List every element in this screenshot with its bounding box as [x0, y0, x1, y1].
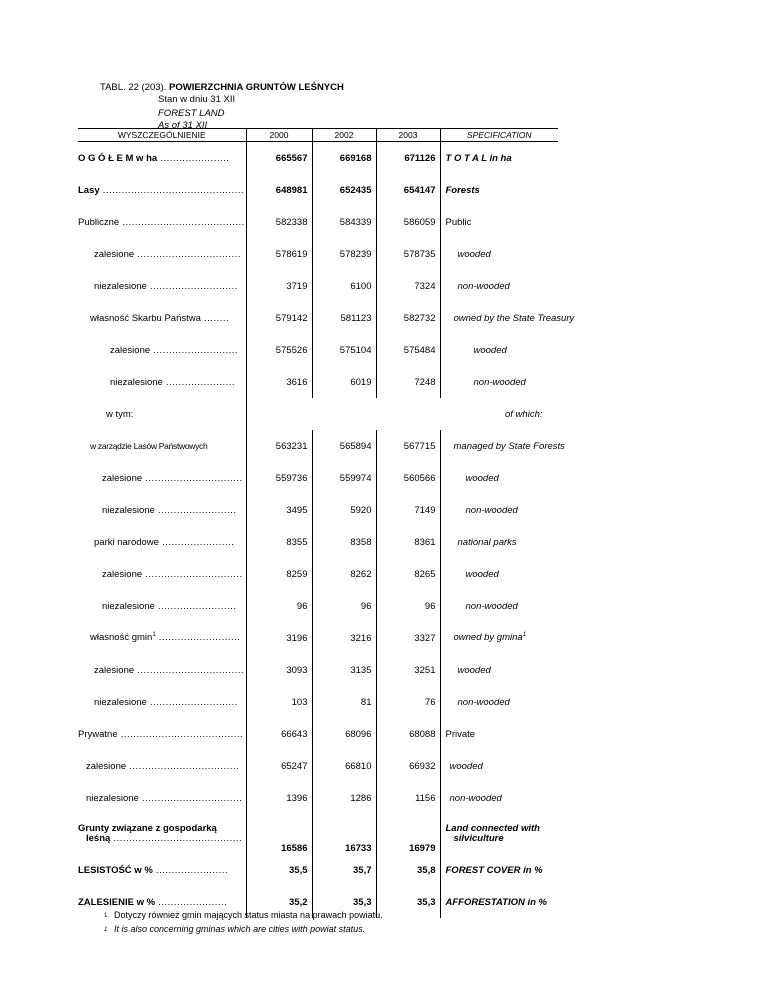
table-header-row	[78, 129, 558, 142]
cell-value: 16979	[376, 814, 440, 854]
table-row	[78, 270, 558, 302]
row-label-en: Forests	[440, 174, 558, 206]
table-subtitle: Stan w dniu 31 XII	[158, 93, 236, 105]
table-row	[78, 526, 558, 558]
row-label-en: wooded	[440, 334, 558, 366]
cell-value: 8361	[376, 526, 440, 558]
header-specification-pl: WYSZCZEGÓLNIENIE	[78, 129, 246, 142]
cell-value: 1396	[246, 782, 312, 814]
row-label-pl: parki narodowe .......................	[94, 536, 235, 548]
cell-value: 578619	[246, 238, 312, 270]
cell-value: 35,7	[312, 854, 376, 886]
footnote	[104, 924, 365, 934]
cell-value: 8358	[312, 526, 376, 558]
table-row	[78, 814, 558, 854]
table-row	[78, 174, 558, 206]
cell-value: 66643	[246, 718, 312, 750]
cell-value: 8262	[312, 558, 376, 590]
row-label-pl: Lasy .............................................	[78, 184, 245, 196]
row-label-en: Private	[440, 718, 558, 750]
cell-value: 579142	[246, 302, 312, 334]
cell-value: 1286	[312, 782, 376, 814]
row-label-pl: własność Skarbu Państwa ........	[90, 312, 230, 324]
cell-value: 586059	[376, 206, 440, 238]
cell-value: 96	[246, 590, 312, 622]
row-label-pl: Publiczne .......................................	[78, 216, 245, 228]
row-label-en: non-wooded	[440, 590, 558, 622]
footnote-text: Dotyczy również gmin mających status miasta na prawach powiatu.	[114, 910, 383, 920]
cell-value: 8265	[376, 558, 440, 590]
cell-value: 65247	[246, 750, 312, 782]
table-number: TABL. 22 (203).	[100, 82, 167, 93]
row-label-en: non-wooded	[440, 494, 558, 526]
cell-value: 68096	[312, 718, 376, 750]
cell-value: 575484	[376, 334, 440, 366]
cell-value: 584339	[312, 206, 376, 238]
row-label-en: FOREST COVER in %	[440, 854, 558, 886]
row-label-pl: O G Ó Ł E M w ha ......................	[78, 152, 230, 164]
cell-value: 96	[312, 590, 376, 622]
row-label-en: wooded	[440, 238, 558, 270]
cell-value: 3495	[246, 494, 312, 526]
row-label-pl: zalesione ...........................	[110, 344, 239, 356]
table-row	[78, 590, 558, 622]
cell-value: 559736	[246, 462, 312, 494]
cell-value: 103	[246, 686, 312, 718]
table-title-block	[100, 82, 344, 131]
row-label-en: wooded	[440, 750, 558, 782]
cell-value: 35,5	[246, 854, 312, 886]
forest-land-table	[78, 128, 575, 918]
table-row	[78, 494, 558, 526]
cell-value: 665567	[246, 142, 312, 175]
cell-value: 3135	[312, 654, 376, 686]
row-label-pl: niezalesione .........................	[102, 504, 237, 516]
table-row	[78, 142, 558, 175]
table-row	[78, 430, 558, 462]
table-row	[78, 718, 558, 750]
row-label-pl: zalesione ...............................	[102, 568, 243, 580]
row-label-pl: zalesione ...................................	[86, 760, 240, 772]
cell-value: 1156	[376, 782, 440, 814]
cell-value: 3093	[246, 654, 312, 686]
cell-value: 7324	[376, 270, 440, 302]
table-subtitle-en: As of 31 XII	[158, 119, 208, 131]
cell-value: 565894	[312, 430, 376, 462]
row-label-en: wooded	[440, 558, 558, 590]
footnote-mark: 1	[104, 912, 108, 919]
cell-value: 35,3	[312, 886, 376, 918]
cell-value: 96	[376, 590, 440, 622]
table-row	[78, 558, 558, 590]
table-title	[100, 82, 344, 94]
cell-value: 582338	[246, 206, 312, 238]
row-label-pl: Prywatne .......................................	[78, 728, 244, 740]
table-row	[78, 854, 558, 886]
cell-value: 567715	[376, 430, 440, 462]
table-row	[78, 782, 558, 814]
table-row	[78, 654, 558, 686]
cell-value	[376, 398, 440, 430]
cell-value: 16733	[312, 814, 376, 854]
row-label-pl: Grunty związane z gospodarką leśną .........................................	[78, 822, 243, 844]
row-label-en: of which:	[505, 408, 543, 420]
cell-value: 16586	[246, 814, 312, 854]
footnote-mark: 1	[104, 926, 108, 933]
cell-value: 671126	[376, 142, 440, 175]
row-label-pl: niezalesione .........................	[102, 600, 237, 612]
table-row	[78, 366, 558, 398]
row-label-pl: w zarządzie Lasów Państwowych	[90, 441, 208, 451]
row-label-pl: zalesione ..................................	[94, 664, 245, 676]
cell-value: 66932	[376, 750, 440, 782]
cell-value: 563231	[246, 430, 312, 462]
row-label-pl: w tym:	[106, 408, 134, 420]
row-label-pl: niezalesione ................................	[86, 792, 243, 804]
table-title-main: POWIERZCHNIA GRUNTÓW LEŚNYCH	[169, 82, 344, 93]
cell-value: 654147	[376, 174, 440, 206]
table-row	[78, 750, 558, 782]
cell-value: 652435	[312, 174, 376, 206]
footnote	[104, 910, 383, 920]
row-label-en: wooded	[440, 654, 558, 686]
row-label-en: national parks	[440, 526, 558, 558]
row-label-en: AFFORESTATION in %	[440, 886, 558, 918]
cell-value: 5920	[312, 494, 376, 526]
cell-value: 66810	[312, 750, 376, 782]
cell-value: 76	[376, 686, 440, 718]
row-label-en: wooded	[440, 462, 558, 494]
cell-value: 8355	[246, 526, 312, 558]
cell-value: 578735	[376, 238, 440, 270]
row-label-en: Public	[440, 206, 558, 238]
row-label-en: Land connected with silviculture	[440, 814, 558, 854]
footnote-text: It is also concerning gminas which are cities with powiat status.	[114, 924, 366, 934]
cell-value: 81	[312, 686, 376, 718]
row-label-pl: niezalesione ............................	[94, 696, 238, 708]
cell-value: 68088	[376, 718, 440, 750]
row-label-pl: niezalesione ......................	[110, 376, 236, 388]
row-label-en: non-wooded	[440, 366, 558, 398]
cell-value: 559974	[312, 462, 376, 494]
row-label-en: owned by gmina$^1$	[440, 622, 558, 654]
cell-value: 35,8	[376, 854, 440, 886]
cell-value: 578239	[312, 238, 376, 270]
cell-value: 3616	[246, 366, 312, 398]
cell-value: 7248	[376, 366, 440, 398]
cell-value: 575526	[246, 334, 312, 366]
header-specification-en: SPECIFICATION	[440, 129, 558, 142]
row-label-pl: zalesione .................................	[94, 248, 241, 260]
cell-value	[312, 398, 376, 430]
row-label-pl: zalesione ...............................	[102, 472, 243, 484]
table-row	[78, 302, 558, 334]
cell-value: 35,2	[246, 886, 312, 918]
table-body	[78, 142, 575, 919]
row-label-en: managed by State Forests	[440, 430, 558, 462]
cell-value: 3251	[376, 654, 440, 686]
table-row	[78, 622, 558, 654]
cell-value: 581123	[312, 302, 376, 334]
cell-value: 3719	[246, 270, 312, 302]
cell-value: 6100	[312, 270, 376, 302]
table-title-en: FOREST LAND	[158, 108, 225, 119]
row-label-en: non-wooded	[440, 270, 558, 302]
row-label-en: non-wooded	[440, 782, 558, 814]
table-row	[78, 238, 558, 270]
header-year-2003: 2003	[376, 129, 440, 142]
header-year-2000: 2000	[246, 129, 312, 142]
cell-value: 8259	[246, 558, 312, 590]
cell-value: 7149	[376, 494, 440, 526]
header-year-2002: 2002	[312, 129, 376, 142]
table-row	[78, 334, 558, 366]
cell-value: 648981	[246, 174, 312, 206]
cell-value	[246, 398, 312, 430]
cell-value: 3216	[312, 622, 376, 654]
cell-value: 560566	[376, 462, 440, 494]
row-label-pl: własność gmin$^1$ ..........................	[90, 632, 241, 644]
table-row	[78, 686, 558, 718]
row-label-en: non-wooded	[440, 686, 558, 718]
row-label-pl: niezalesione ............................	[94, 280, 238, 292]
cell-value: 582732	[376, 302, 440, 334]
cell-value: 35,3	[376, 886, 440, 918]
cell-value: 6019	[312, 366, 376, 398]
cell-value: 575104	[312, 334, 376, 366]
table-row	[78, 398, 558, 430]
row-label-en: owned by the State Treasury	[440, 302, 558, 334]
cell-value: 669168	[312, 142, 376, 175]
cell-value: 3327	[376, 622, 440, 654]
table-row	[78, 206, 558, 238]
row-label-pl: ZALESIENIE w % ......................	[78, 896, 228, 908]
table-row	[78, 462, 558, 494]
row-label-en: T O T A L in ha	[440, 142, 558, 175]
row-label-pl: LESISTOŚĆ w % .......................	[78, 864, 229, 876]
cell-value: 3196	[246, 622, 312, 654]
